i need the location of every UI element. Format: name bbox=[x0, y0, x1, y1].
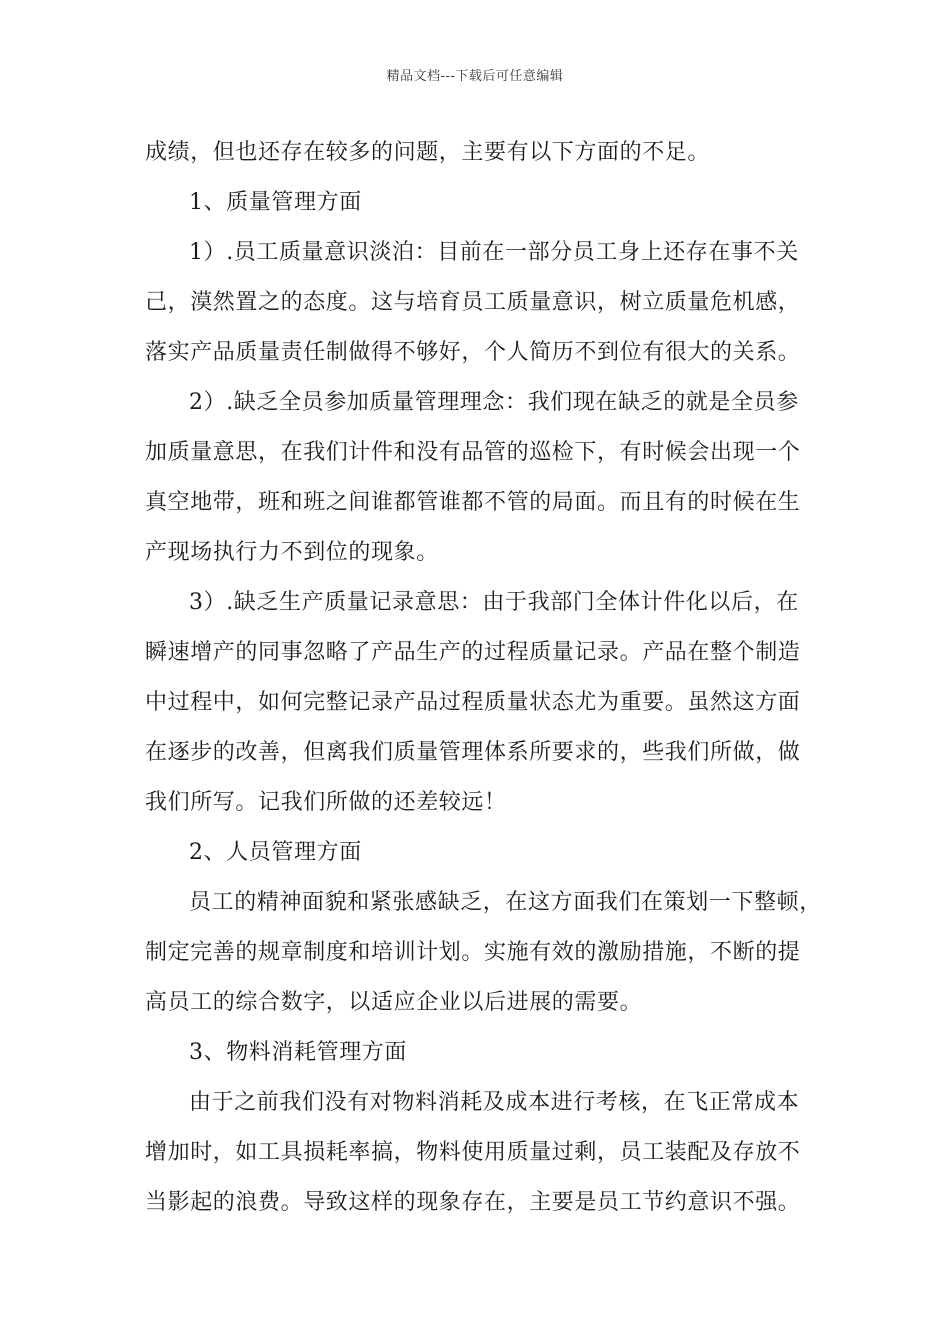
text-line: 己，漠然置之的态度。这与培育员工质量意识，树立质量危机感， bbox=[145, 290, 801, 315]
text-line: 瞬速增产的同事忽略了产品生产的过程质量记录。产品在整个制造 bbox=[145, 640, 801, 665]
document-body bbox=[145, 128, 825, 1228]
section-heading-materials: 3、物料消耗管理方面 bbox=[189, 1040, 407, 1065]
text-line: 真空地带，班和班之间谁都管谁都不管的局面。而且有的时候在生 bbox=[145, 490, 801, 515]
text-line: 产现场执行力不到位的现象。 bbox=[145, 540, 439, 565]
text-line: 员工的精神面貌和紧张感缺乏，在这方面我们在策划一下整顿， bbox=[189, 890, 822, 915]
text-line: 3）.缺乏生产质量记录意思：由于我部门全体计件化以后，在 bbox=[189, 590, 799, 615]
text-line: 增加时，如工具损耗率搞，物料使用质量过剩，员工装配及存放不 bbox=[145, 1140, 801, 1165]
text-line: 中过程中，如何完整记录产品过程质量状态尤为重要。虽然这方面 bbox=[145, 690, 801, 715]
text-line: 制定完善的规章制度和培训计划。实施有效的激励措施，不断的提 bbox=[145, 940, 801, 965]
text-line: 加质量意思，在我们计件和没有品管的巡检下，有时候会出现一个 bbox=[145, 440, 801, 465]
text-line: 2）.缺乏全员参加质量管理理念：我们现在缺乏的就是全员参 bbox=[189, 390, 799, 415]
text-line: 落实产品质量责任制做得不够好，个人简历不到位有很大的关系。 bbox=[145, 340, 801, 365]
text-line: 成绩，但也还存在较多的问题，主要有以下方面的不足。 bbox=[145, 140, 711, 165]
page-header: 精品文档---下载后可任意编辑 bbox=[386, 69, 564, 84]
text-line: 由于之前我们没有对物料消耗及成本进行考核，在飞正常成本 bbox=[189, 1090, 800, 1115]
text-line: 高员工的综合数字，以适应企业以后进展的需要。 bbox=[145, 990, 643, 1015]
text-line: 1）.员工质量意识淡泊：目前在一部分员工身上还存在事不关 bbox=[189, 240, 799, 265]
section-heading-quality: 1、质量管理方面 bbox=[189, 190, 362, 215]
section-heading-personnel: 2、人员管理方面 bbox=[189, 840, 362, 865]
text-line: 在逐步的改善，但离我们质量管理体系所要求的，些我们所做，做 bbox=[145, 740, 801, 765]
text-line: 当影起的浪费。导致这样的现象存在，主要是员工节约意识不强。 bbox=[145, 1190, 801, 1215]
text-line: 我们所写。记我们所做的还差较远！ bbox=[145, 790, 507, 815]
